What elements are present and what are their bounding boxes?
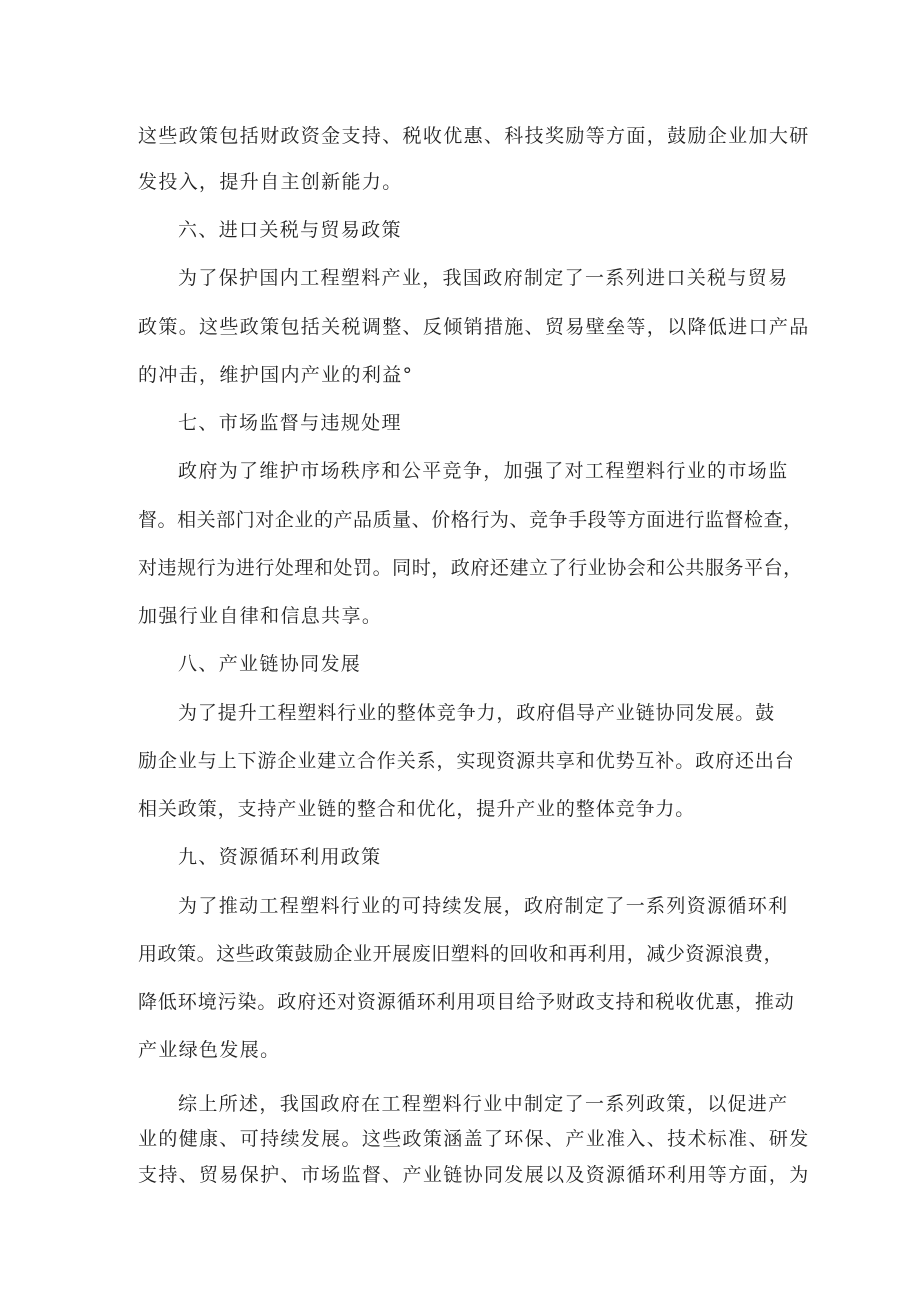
body-text-line: 政府为了维护市场秩序和公平竞争，加强了对工程塑料行业的市场监 xyxy=(178,460,789,482)
section-heading-6: 六、进口关税与贸易政策 xyxy=(178,219,402,241)
body-text-line: 励企业与上下游企业建立合作关系，实现资源共享和优势互补。政府还出台 xyxy=(138,750,795,772)
body-text-line: 的冲击，维护国内产业的利益° xyxy=(138,364,414,386)
body-text-line: 相关政策，支持产业链的整合和优化，提升产业的整体竞争力。 xyxy=(138,798,696,820)
body-text-line: 督。相关部门对企业的产品质量、价格行为、竞争手段等方面进行监督检查， xyxy=(138,509,803,531)
body-text-line: 发投入，提升自主创新能力。 xyxy=(138,171,403,193)
body-text-line: 这些政策包括财政资金支持、税收优惠、科技奖励等方面，鼓励企业加大研 xyxy=(138,125,810,147)
body-text-line: 为了保护国内工程塑料产业，我国政府制定了一系列进口关税与贸易 xyxy=(178,267,789,289)
body-text-line: 降低环境污染。政府还对资源循环利用项目给予财政支持和税收优惠，推动 xyxy=(138,991,795,1013)
body-text-line: 为了提升工程塑料行业的整体竞争力，政府倡导产业链协同发展。鼓 xyxy=(178,702,776,724)
body-text-line: 用政策。这些政策鼓励企业开展废旧塑料的回收和再利用，减少资源浪费， xyxy=(138,943,784,965)
body-text-line: 综上所述，我国政府在工程塑料行业中制定了一系列政策，以促进产 xyxy=(178,1093,789,1115)
body-text-line: 业的健康、可持续发展。这些政策涵盖了环保、产业准入、技术标准、研发 xyxy=(138,1128,810,1150)
body-text-line: 对违规行为进行处理和处罚。同时，政府还建立了行业协会和公共服务平台， xyxy=(138,557,803,579)
body-text-line: 政策。这些政策包括关税调整、反倾销措施、贸易壁垒等，以降低进口产品 xyxy=(138,316,810,338)
body-text-line: 加强行业自律和信息共享。 xyxy=(138,605,383,627)
section-heading-7: 七、市场监督与违规处理 xyxy=(178,412,402,434)
body-text-line: 支持、贸易保护、市场监督、产业链协同发展以及资源循环利用等方面，为 xyxy=(138,1164,810,1186)
section-heading-8: 八、产业链协同发展 xyxy=(178,653,362,675)
body-text-line: 产业绿色发展。 xyxy=(138,1039,281,1061)
section-heading-9: 九、资源循环利用政策 xyxy=(178,846,382,868)
body-text-line: 为了推动工程塑料行业的可持续发展，政府制定了一系列资源循环利 xyxy=(178,895,789,917)
